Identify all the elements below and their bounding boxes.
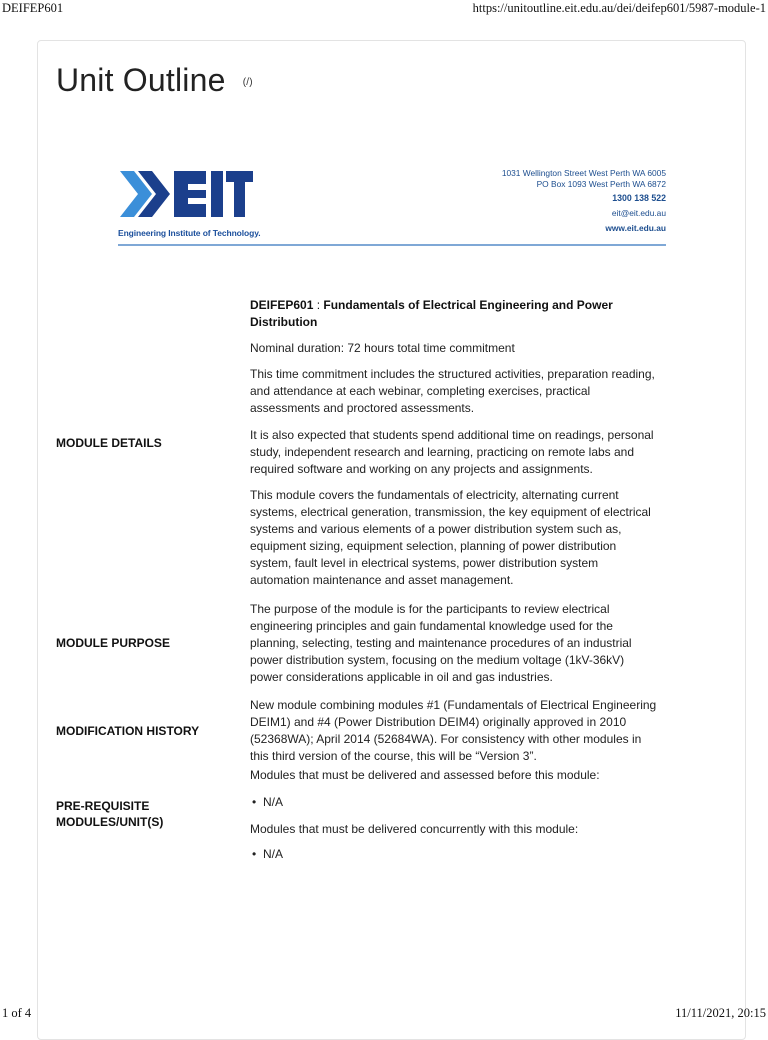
print-timestamp: 11/11/2021, 20:15 [675,1006,766,1020]
page-title-text: Unit Outline [56,62,226,98]
letterhead [118,165,666,249]
address-line-1: 1031 Wellington Street West Perth WA 6005 [501,168,666,178]
module-purpose-label: MODULE PURPOSE [56,636,171,650]
prerequisite-label-line-1: PRE-REQUISITE [56,799,150,813]
prerequisite-concurrent-text: Modules that must be delivered concurrently with this module: [250,822,579,836]
logo-tagline: Engineering Institute of Technology. [118,228,261,238]
module-separator: : [313,298,324,312]
list-item: • N/A [250,794,660,811]
email-address: eit@eit.edu.au [611,208,666,218]
prerequisite-label-line-2: MODULES/UNIT(S) [56,815,164,829]
contact-block [502,168,666,234]
module-duration: Nominal duration: 72 hours total time commitment [250,341,515,355]
website-address: www.eit.edu.au [605,223,666,233]
phone-number: 1300 138 522 [612,193,666,203]
module-heading [250,297,660,331]
module-name: Fundamentals of Electrical Engineering and Power Distribution [250,298,613,329]
details-paragraph-3: This module covers the fundamentals of electricity, alternating current systems, electrical generation, transmission, the key equipment of electrical systems and various elements of a power distribution system such as, equipment sizing, equipment selection, planning of power distribution system, fault level in electrical systems, power distribution system automation maintenance and asset management. [250,488,651,587]
eit-logo [118,165,258,227]
details-paragraph-1: This time commitment includes the structured activities, preparation reading, and attendance at each webinar, completing exercises, practical assessments and proctored assessments. [250,367,655,415]
prerequisite-before-text: Modules that must be delivered and assessed before this module: [250,768,600,782]
list-item: • N/A [250,846,660,863]
page-count: 1 of 4 [2,1006,32,1020]
print-footer [0,1004,768,1024]
history-text: New module combining modules #1 (Fundamentals of Electrical Engineering DEIM1) and #4 (Power Distribution DEIM4) originally approved in 2010 (52368WA); April 2014 (52684WA). For consistency with other modules in this third version of the course, this will be “Version 3”. [250,698,657,763]
page-title [56,62,253,99]
purpose-text: The purpose of the module is for the participants to review electrical engineering principles and gain fundamental knowledge used for the planning, selecting, testing and maintenance procedures of an industrial power distribution system, focusing on the medium voltage (1kV-36kV) power considerations applicable in oil and gas industries. [250,602,632,684]
print-header-url[interactable]: https://unitoutline.eit.edu.au/dei/deifep601/5987-module-1 [472,1,766,15]
prerequisite-before-list [250,794,660,811]
prerequisite-label [56,798,163,830]
prerequisite-concurrent-list [250,846,660,863]
modification-history-label: MODIFICATION HISTORY [56,724,200,738]
home-link[interactable]: (/) [242,77,253,89]
print-header-title: DEIFEP601 [2,1,64,15]
module-details-label: MODULE DETAILS [56,436,162,450]
letterhead-divider [118,244,666,246]
module-code: DEIFEP601 [250,298,314,312]
details-paragraph-2: It is also expected that students spend additional time on readings, personal study, independent research and learning, practicing on remote labs and required software and working on any projects and assignments. [250,428,654,476]
address-line-2: PO Box 1093 West Perth WA 6872 [536,179,666,189]
print-header [0,0,768,18]
